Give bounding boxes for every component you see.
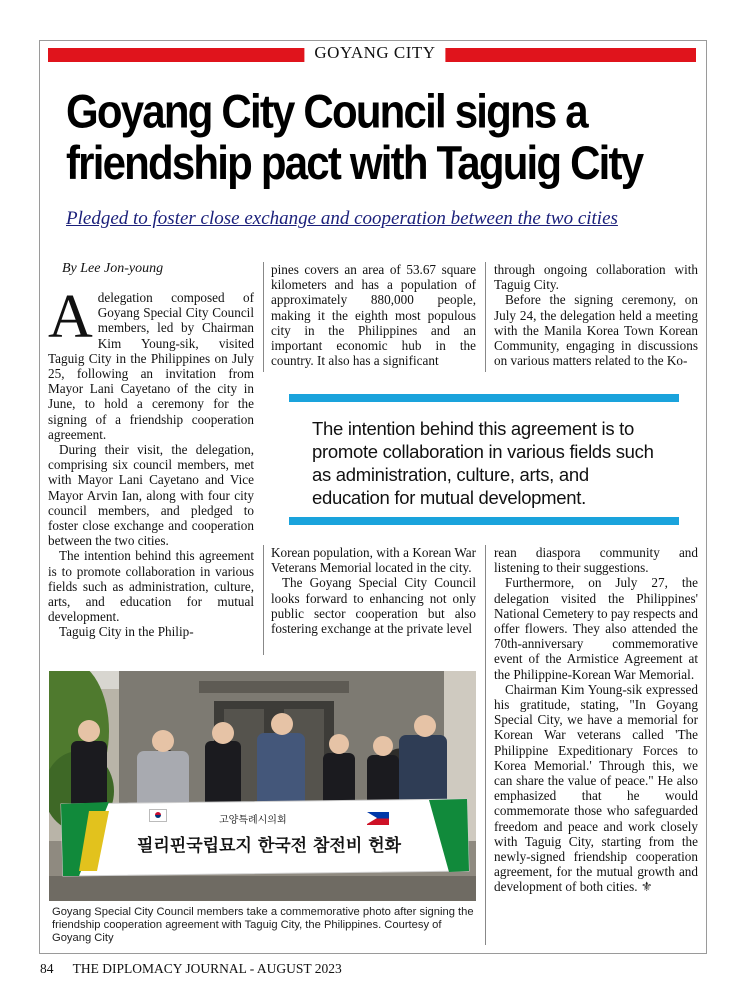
page-footer <box>40 961 342 977</box>
group-photo <box>49 671 476 901</box>
section-bar-left <box>48 48 328 62</box>
col3-bottom-paragraph-3 <box>494 682 698 895</box>
column-rule-1 <box>263 262 264 372</box>
col2-bottom-paragraph-2: The Goyang Special City Council looks forward to enhancing not only public sector cooperation but also fostering exchange at the private level <box>271 575 476 637</box>
col3-top-paragraph-1: through ongoing collaboration with Taguig City. <box>494 262 698 293</box>
column-2-top <box>271 262 476 368</box>
korean-flag-icon <box>149 809 167 822</box>
column-rule-4 <box>485 545 486 945</box>
pull-quote: The intention behind this agreement is to promote collaboration in various fields such as administration, culture, arts, and education for mutual development. <box>312 418 654 508</box>
philippine-flag-icon <box>367 812 389 825</box>
column-3-top <box>494 262 698 368</box>
byline: By Lee Jon-young <box>62 261 164 276</box>
col3-bottom-paragraph-3-text: Chairman Kim Young-sik expressed his gratitude, stating, "In Goyang Special City, we have a memorial for Korean War veterans called 'The Philippine Expeditionary Forces to Korea Memorial.' Through this, we can share the value of peace." He also emphasized that he would commemorate those who safeguarded freedom and peace and work closely with Taguig City, starting from the newly-signed friendship cooperation agreement, for the mutual growth and development of both cities. <box>494 681 698 895</box>
end-mark-icon: ⚜ <box>640 879 653 895</box>
column-1 <box>48 283 254 640</box>
col3-bottom-paragraph-1: rean diaspora community and listening to their suggestions. <box>494 545 698 576</box>
column-rule-3 <box>263 545 264 655</box>
headline: Goyang City Council signs a friendship pact with Taguig City <box>66 84 643 190</box>
column-3-bottom <box>494 545 698 895</box>
banner-title: 필리핀국립묘지 한국전 참전비 헌화 <box>136 836 402 856</box>
section-bar-right <box>424 48 696 62</box>
col1-paragraph-3: The intention behind this agreement is to promote collaboration in various fields such as administration, culture, arts, and education for mutual development. <box>48 548 254 625</box>
column-rule-2 <box>485 262 486 372</box>
column-2-bottom <box>271 545 476 636</box>
col1-paragraph-4: Taguig City in the Philip- <box>59 624 194 640</box>
section-label: GOYANG CITY <box>304 43 445 63</box>
col1-paragraph-1: delegation composed of Goyang Special City Council members, led by Chairman Kim Young-sik, visited Taguig City in the Philippines on July 25, following an invitation from Mayor Lani Cayetano of the city in June, to hold a ceremony for the signing of a friendship cooperation agreement. <box>48 290 254 442</box>
drop-cap: A <box>48 283 93 351</box>
col2-bottom-paragraph-1: Korean population, with a Korean War Veterans Memorial located in the city. <box>271 545 476 576</box>
banner-organization: 고양특례시의회 <box>219 815 287 826</box>
pull-quote-top-bar <box>289 394 679 402</box>
col1-paragraph-2: During their visit, the delegation, comprising six council members, met with Mayor Lani Cayetano and Vice Mayor Arvin Ian, along with four city council members, and pledged to foster close exchange and cooperation between the two cities. <box>48 442 254 549</box>
publication-name: THE DIPLOMACY JOURNAL - AUGUST 2023 <box>72 961 342 976</box>
pull-quote-bottom-bar <box>289 517 679 525</box>
col2-top-paragraph: pines covers an area of 53.67 square kilometers and has a population of approximately 880,000 people, making it the eighth most populous city in the Philippines and an important economic hub in the country. It also has a significant <box>271 262 476 369</box>
subheadline: Pledged to foster close exchange and cooperation between the two cities <box>66 208 618 229</box>
photo-caption: Goyang Special City Council members take a commemorative photo after signing the friendship cooperation agreement with Taguig City, the Philippines. Courtesy of Goyang City <box>52 906 474 944</box>
col3-bottom-paragraph-2: Furthermore, on July 27, the delegation visited the Philippines' National Cemetery to pay respects and offer flowers. They also attended the 70th-anniversary commemorative event of the Armistice Agreement at the Philippine-Korean War Memorial. <box>494 575 698 682</box>
col3-top-paragraph-2: Before the signing ceremony, on July 24, the delegation held a meeting with the Manila Korea Town Korean Community, engaging in discussions on various matters related to the Ko- <box>494 292 698 369</box>
page-number: 84 <box>40 961 54 976</box>
